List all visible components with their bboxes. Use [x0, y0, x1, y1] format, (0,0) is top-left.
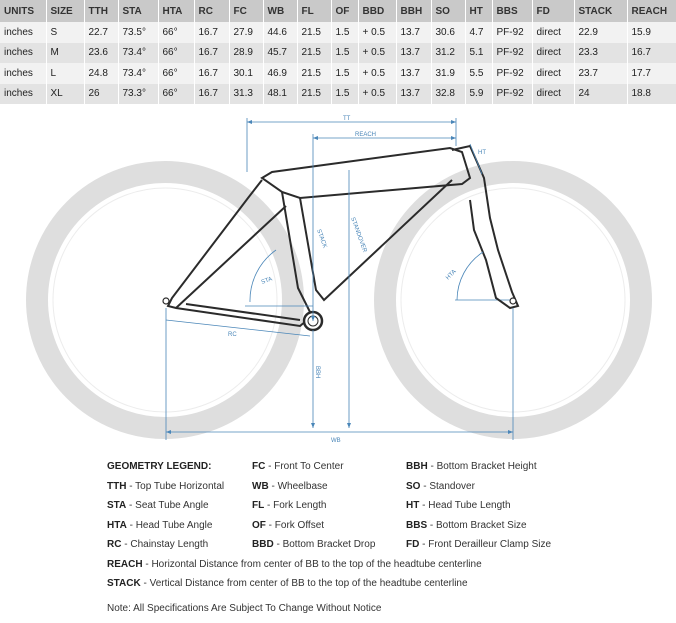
- legend-separator: -: [265, 461, 275, 472]
- legend-item: [107, 500, 209, 511]
- table-cell: 16.7: [627, 43, 676, 64]
- column-header: FD: [532, 0, 574, 22]
- column-header: SIZE: [46, 0, 84, 22]
- table-cell: 13.7: [396, 43, 431, 64]
- table-cell: 1.5: [331, 43, 358, 64]
- legend-separator: -: [142, 558, 152, 570]
- legend-abbr: BBH: [406, 461, 428, 472]
- table-cell: 4.7: [465, 22, 492, 43]
- table-cell: 1.5: [331, 22, 358, 43]
- table-cell: M: [46, 43, 84, 64]
- table-cell: 21.5: [297, 22, 331, 43]
- table-cell: 32.8: [431, 84, 465, 105]
- legend-item: [252, 520, 324, 531]
- table-cell: 22.7: [84, 22, 118, 43]
- table-cell: 16.7: [194, 43, 229, 64]
- legend-item: [252, 481, 328, 492]
- table-cell: 46.9: [263, 63, 297, 84]
- legend-item: [107, 559, 482, 570]
- legend-separator: -: [273, 539, 283, 550]
- table-cell: 73.5°: [118, 22, 158, 43]
- table-row: [0, 63, 676, 84]
- table-cell: 30.1: [229, 63, 263, 84]
- table-cell: 1.5: [331, 84, 358, 105]
- table-cell: 48.1: [263, 84, 297, 105]
- table-cell: direct: [532, 63, 574, 84]
- legend-separator: -: [121, 539, 131, 550]
- table-cell: inches: [0, 63, 46, 84]
- geometry-table: [0, 0, 676, 104]
- legend-desc: Bottom Bracket Size: [436, 519, 527, 531]
- table-body: [0, 22, 676, 104]
- legend-abbr: HTA: [107, 519, 127, 531]
- table-cell: 23.6: [84, 43, 118, 64]
- table-cell: 13.7: [396, 22, 431, 43]
- standover-label: STANDOVER: [349, 216, 368, 254]
- legend-item: [406, 520, 527, 531]
- table-row: [0, 84, 676, 105]
- legend-desc: Top Tube Horizontal: [135, 480, 225, 492]
- table-cell: 23.7: [574, 63, 627, 84]
- bike-geometry-diagram: [0, 110, 676, 450]
- wb-label: WB: [331, 438, 341, 444]
- table-cell: 21.5: [297, 84, 331, 105]
- table-cell: S: [46, 22, 84, 43]
- legend-desc: Bottom Bracket Height: [436, 461, 537, 472]
- table-cell: 73.4°: [118, 63, 158, 84]
- front-axle: [510, 298, 516, 304]
- column-header: OF: [331, 0, 358, 22]
- legend-abbr: OF: [252, 519, 266, 531]
- column-header: FL: [297, 0, 331, 22]
- table-cell: PF-92: [492, 63, 532, 84]
- reach-label: REACH: [355, 132, 377, 138]
- legend-desc: Chainstay Length: [130, 539, 209, 550]
- table-cell: 31.2: [431, 43, 465, 64]
- column-header: BBS: [492, 0, 532, 22]
- rc-label: RC: [228, 332, 237, 338]
- table-cell: 21.5: [297, 43, 331, 64]
- table-cell: 16.7: [194, 63, 229, 84]
- table-cell: 31.9: [431, 63, 465, 84]
- legend-abbr: REACH: [107, 558, 143, 570]
- table-cell: 21.5: [297, 63, 331, 84]
- legend-desc: Front To Center: [274, 461, 344, 472]
- table-cell: 5.1: [465, 43, 492, 64]
- column-header: STACK: [574, 0, 627, 22]
- legend-desc: Standover: [429, 480, 475, 492]
- legend-desc: Wheelbase: [277, 480, 328, 492]
- legend-desc: Fork Length: [273, 500, 327, 511]
- column-header: FC: [229, 0, 263, 22]
- legend-item: [406, 481, 475, 492]
- legend-item: [107, 481, 224, 492]
- table-cell: direct: [532, 43, 574, 64]
- table-cell: inches: [0, 22, 46, 43]
- disclaimer-note: Note: All Specifications Are Subject To Change Without Notice: [107, 603, 382, 614]
- legend-abbr: WB: [252, 480, 269, 492]
- legend-separator: -: [420, 480, 430, 492]
- legend-abbr: TTH: [107, 480, 127, 492]
- legend-item: [406, 539, 551, 550]
- legend-abbr: RC: [107, 539, 122, 550]
- legend-title: GEOMETRY LEGEND:: [107, 461, 212, 472]
- legend-separator: -: [427, 519, 437, 531]
- table-header-row: [0, 0, 676, 22]
- legend-desc: Seat Tube Angle: [135, 500, 209, 511]
- legend-separator: -: [419, 539, 429, 550]
- table-cell: 5.5: [465, 63, 492, 84]
- table-cell: inches: [0, 84, 46, 105]
- table-cell: 45.7: [263, 43, 297, 64]
- table-cell: XL: [46, 84, 84, 105]
- legend-separator: -: [126, 500, 136, 511]
- table-cell: 44.6: [263, 22, 297, 43]
- legend-separator: -: [126, 519, 136, 531]
- column-header: WB: [263, 0, 297, 22]
- legend-abbr: SO: [406, 480, 421, 492]
- table-cell: 31.3: [229, 84, 263, 105]
- legend-item: [107, 520, 212, 531]
- table-cell: 73.3°: [118, 84, 158, 105]
- column-header: BBH: [396, 0, 431, 22]
- legend-separator: -: [140, 578, 150, 589]
- column-header: TTH: [84, 0, 118, 22]
- legend-abbr: FD: [406, 539, 420, 550]
- legend-separator: -: [126, 480, 136, 492]
- table-row: [0, 43, 676, 64]
- ht-label: HT: [478, 150, 486, 156]
- column-header: HTA: [158, 0, 194, 22]
- column-header: RC: [194, 0, 229, 22]
- sta-label: STA: [260, 276, 274, 286]
- table-cell: 16.7: [194, 84, 229, 105]
- table-cell: 66°: [158, 22, 194, 43]
- legend-desc: Horizontal Distance from center of BB to the top of the headtube centerline: [151, 558, 482, 570]
- legend-abbr: STA: [107, 500, 127, 511]
- legend-separator: -: [419, 500, 429, 511]
- table-cell: PF-92: [492, 22, 532, 43]
- stack-label: STACK: [315, 228, 328, 250]
- table-cell: 30.6: [431, 22, 465, 43]
- table-cell: direct: [532, 22, 574, 43]
- table-cell: 17.7: [627, 63, 676, 84]
- legend-separator: -: [265, 519, 275, 531]
- table-cell: 13.7: [396, 84, 431, 105]
- column-header: HT: [465, 0, 492, 22]
- table-cell: 13.7: [396, 63, 431, 84]
- table-cell: 66°: [158, 63, 194, 84]
- legend-desc: Bottom Bracket Drop: [282, 539, 376, 550]
- table-cell: 5.9: [465, 84, 492, 105]
- table-cell: 15.9: [627, 22, 676, 43]
- table-cell: + 0.5: [358, 63, 396, 84]
- legend-abbr: STACK: [107, 578, 141, 589]
- hta-label: HTA: [445, 268, 458, 282]
- table-cell: 24.8: [84, 63, 118, 84]
- table-cell: + 0.5: [358, 43, 396, 64]
- rear-axle: [163, 298, 169, 304]
- tt-label: TT: [343, 116, 351, 122]
- legend-separator: -: [427, 461, 437, 472]
- table-cell: 26: [84, 84, 118, 105]
- table-cell: L: [46, 63, 84, 84]
- legend-item: [252, 461, 344, 472]
- legend-abbr: BBD: [252, 539, 274, 550]
- table-cell: 16.7: [194, 22, 229, 43]
- table-cell: 1.5: [331, 63, 358, 84]
- column-header: UNITS: [0, 0, 46, 22]
- column-header: REACH: [627, 0, 676, 22]
- table-cell: PF-92: [492, 84, 532, 105]
- legend-desc: Head Tube Length: [428, 500, 511, 511]
- table-cell: 18.8: [627, 84, 676, 105]
- table-cell: 24: [574, 84, 627, 105]
- legend-desc: Vertical Distance from center of BB to the top of the headtube centerline: [149, 578, 468, 589]
- table-cell: 73.4°: [118, 43, 158, 64]
- legend-desc: Fork Offset: [274, 519, 325, 531]
- legend-item: [107, 539, 208, 550]
- column-header: STA: [118, 0, 158, 22]
- legend-abbr: FL: [252, 500, 265, 511]
- column-header: BBD: [358, 0, 396, 22]
- bbh-label: BBH: [314, 366, 320, 379]
- legend-abbr: BBS: [406, 519, 428, 531]
- legend-item: [107, 578, 468, 589]
- legend-abbr: HT: [406, 500, 420, 511]
- table-row: [0, 22, 676, 43]
- legend-desc: Head Tube Angle: [135, 519, 213, 531]
- legend-abbr: FC: [252, 461, 266, 472]
- legend-item: [252, 539, 375, 550]
- legend-item: [406, 500, 511, 511]
- legend-desc: Front Derailleur Clamp Size: [428, 539, 552, 550]
- table-cell: 22.9: [574, 22, 627, 43]
- table-cell: + 0.5: [358, 84, 396, 105]
- table-cell: 27.9: [229, 22, 263, 43]
- table-cell: 66°: [158, 43, 194, 64]
- table-cell: + 0.5: [358, 22, 396, 43]
- table-cell: direct: [532, 84, 574, 105]
- legend-separator: -: [264, 500, 274, 511]
- legend-item: [406, 461, 537, 472]
- table-cell: 23.3: [574, 43, 627, 64]
- legend-separator: -: [268, 480, 278, 492]
- table-cell: 66°: [158, 84, 194, 105]
- column-header: SO: [431, 0, 465, 22]
- legend-item: [252, 500, 326, 511]
- table-cell: PF-92: [492, 43, 532, 64]
- table-cell: inches: [0, 43, 46, 64]
- table-cell: 28.9: [229, 43, 263, 64]
